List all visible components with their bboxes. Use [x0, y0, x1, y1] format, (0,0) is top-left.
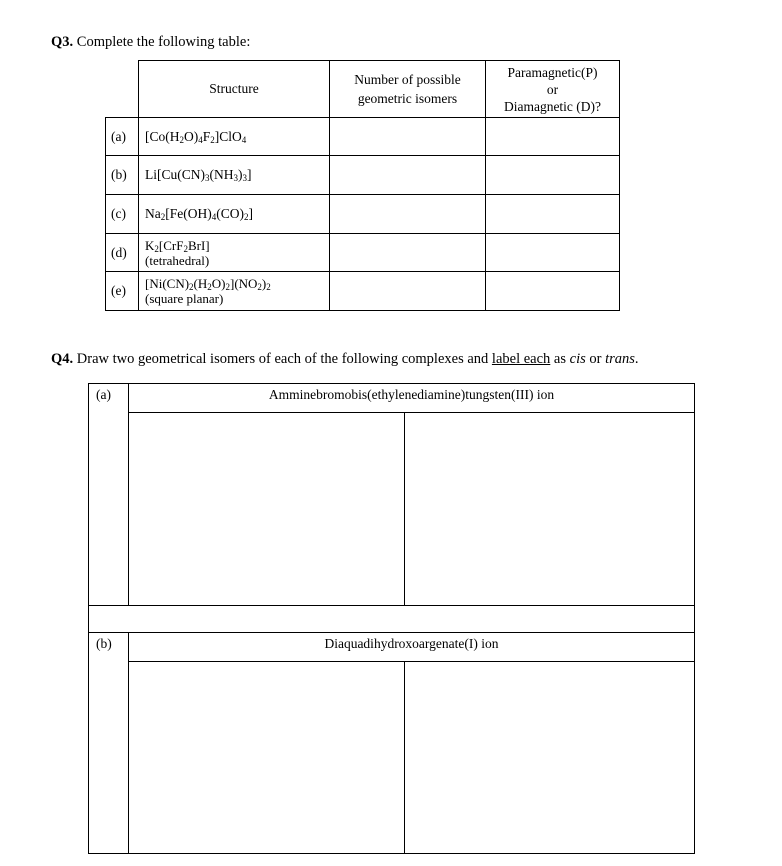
q3-number: Q3. — [51, 34, 74, 50]
q4-spacer-cell — [89, 606, 695, 633]
row-note: (square planar) — [145, 291, 224, 306]
isomers-answer-cell[interactable] — [330, 156, 486, 195]
drawing-area-isomer-2[interactable] — [405, 413, 695, 606]
row-label: (b) — [106, 156, 139, 195]
magnetic-answer-cell[interactable] — [486, 156, 620, 195]
row-structure: $Na_2[Fe(OH)_4(CO)_2]$ — [139, 195, 330, 234]
row-structure: $[Co(H_2O)_4F_2]ClO_4$ — [139, 118, 330, 156]
q4-or: or — [589, 351, 602, 367]
header-magnetic-line3: Diamagnetic (D)? — [503, 98, 602, 114]
table-row — [106, 156, 620, 195]
q4-item-name: Diaquadihydroxoargenate(I) ion — [129, 633, 695, 662]
drawing-area-isomer-2[interactable] — [405, 662, 695, 854]
row-structure: $K_2[CrF_2BrI]$ (tetrahedral) — [139, 234, 330, 272]
q4-spacer-row — [89, 606, 695, 633]
q4-table — [88, 383, 695, 854]
isomers-answer-cell[interactable] — [330, 195, 486, 234]
row-label: (e) — [106, 272, 139, 311]
q4-item-name: Amminebromobis(ethylenediamine)tungsten(III) ion — [129, 384, 695, 413]
q4-item-a-header — [89, 384, 695, 413]
header-isomers-line1: Number of possible — [354, 72, 461, 87]
q4-instruction-part2: as — [553, 351, 567, 367]
drawing-area-isomer-1[interactable] — [129, 662, 405, 854]
table-row — [106, 234, 620, 272]
q3-table — [105, 117, 620, 311]
drawing-area-isomer-1[interactable] — [129, 413, 405, 606]
q4-item-b-drawing-row — [89, 662, 695, 854]
q4-item-label: (a) — [89, 384, 129, 606]
row-label: (d) — [106, 234, 139, 272]
table-row — [106, 272, 620, 311]
q4-cis: cis — [569, 351, 586, 367]
q4-instruction-underlined: label each — [491, 351, 551, 367]
header-isomers-line2: geometric isomers — [357, 91, 458, 106]
magnetic-answer-cell[interactable] — [486, 272, 620, 311]
q3-header-table — [138, 60, 620, 118]
q3-instruction: Complete the following table: — [76, 34, 251, 50]
row-label: (c) — [106, 195, 139, 234]
row-label: (a) — [106, 118, 139, 156]
magnetic-answer-cell[interactable] — [486, 118, 620, 156]
magnetic-answer-cell[interactable] — [486, 195, 620, 234]
header-structure: Structure — [139, 61, 330, 118]
table-row — [106, 118, 620, 156]
header-magnetic-line2: or — [546, 81, 559, 97]
q3-heading — [51, 34, 250, 51]
table-row — [106, 195, 620, 234]
row-structure: $Li[Cu(CN)_3(NH_3)_3]$ — [139, 156, 330, 195]
magnetic-answer-cell[interactable] — [486, 234, 620, 272]
q4-number: Q4. — [51, 351, 74, 367]
q4-item-label: (b) — [89, 633, 129, 854]
q4-item-b-header — [89, 633, 695, 662]
isomers-answer-cell[interactable] — [330, 118, 486, 156]
q4-item-a-drawing-row — [89, 413, 695, 606]
q4-instruction-part1: Draw two geometrical isomers of each of the following complexes and — [76, 351, 489, 367]
row-structure: $[Ni(CN)_2(H_2O)_2](NO_2)_2$ (square planar) — [139, 272, 330, 311]
row-note: (tetrahedral) — [145, 252, 210, 268]
header-isomers — [330, 61, 486, 118]
header-magnetic — [486, 61, 620, 118]
isomers-answer-cell[interactable] — [330, 272, 486, 311]
q4-trans: trans — [605, 351, 635, 367]
q4-heading: Q4. Draw two geometrical isomers of each of the following complexes and label each as cis or trans. — [51, 351, 639, 367]
header-magnetic-line1: Paramagnetic(P) — [507, 64, 598, 80]
isomers-answer-cell[interactable] — [330, 234, 486, 272]
